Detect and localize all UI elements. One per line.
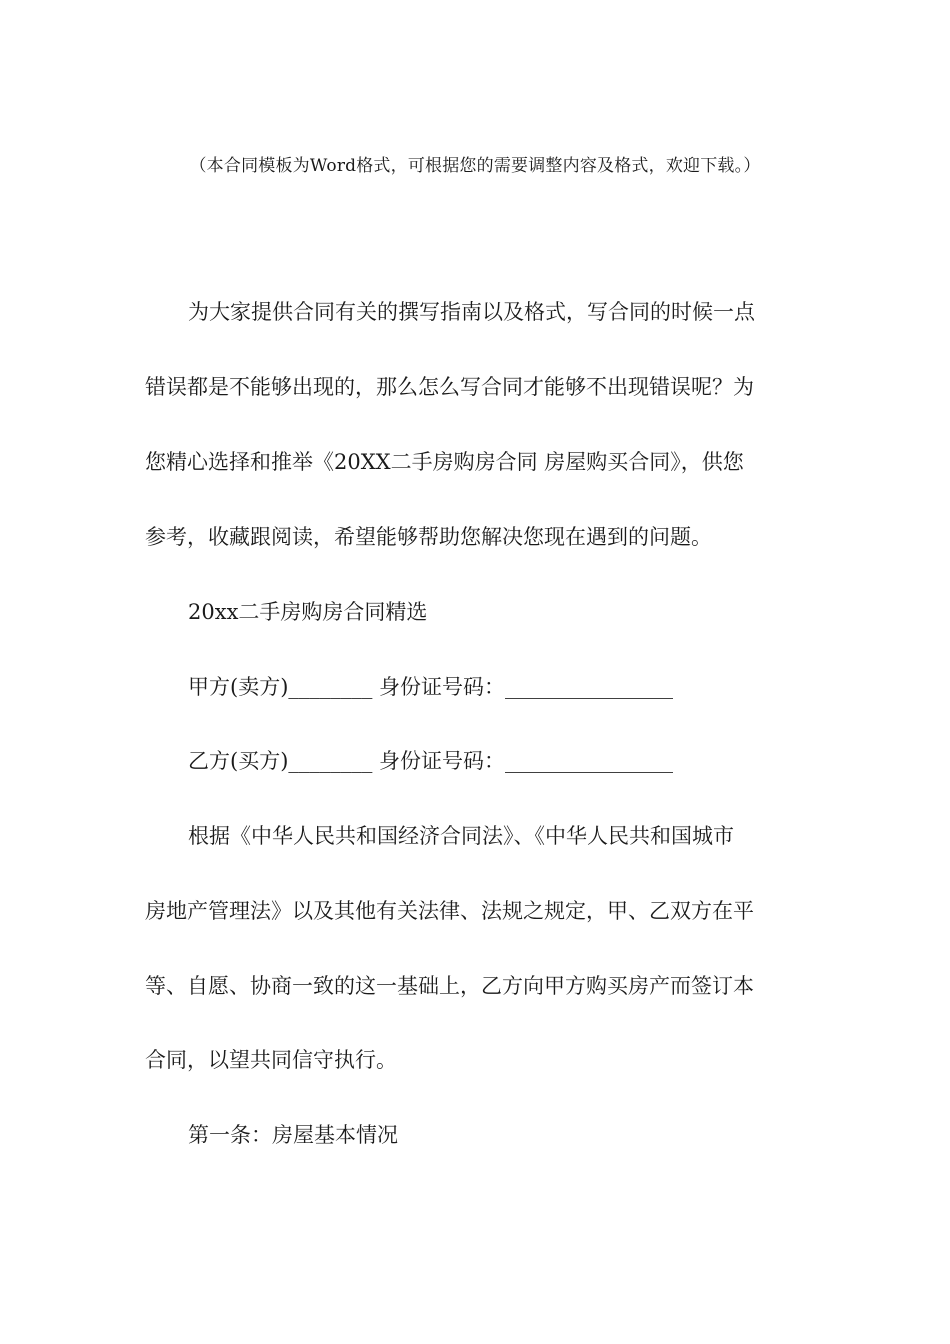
preamble-line-4: 合同，以望共同信守执行。	[145, 1048, 397, 1072]
intro-line-2: 错误都是不能够出现的，那么怎么写合同才能够不出现错误呢？为	[145, 375, 754, 399]
party-b-line: 乙方(买方)________ 身份证号码：________________	[188, 749, 674, 773]
contract-title: 20xx二手房购房合同精选	[188, 600, 428, 624]
template-note: （本合同模板为Word格式，可根据您的需要调整内容及格式，欢迎下载。）	[189, 156, 761, 176]
party-a-line: 甲方(卖方)________ 身份证号码：________________	[188, 675, 674, 699]
article-1-heading: 第一条：房屋基本情况	[188, 1123, 398, 1147]
preamble-line-2: 房地产管理法》以及其他有关法律、法规之规定，甲、乙双方在平	[145, 899, 754, 923]
preamble-line-1: 根据《中华人民共和国经济合同法》、《中华人民共和国城市	[188, 824, 734, 848]
preamble-line-3: 等、自愿、协商一致的这一基础上，乙方向甲方购买房产而签订本	[145, 974, 754, 998]
intro-line-3: 您精心选择和推举《20XX二手房购房合同 房屋购买合同》，供您	[145, 450, 744, 474]
intro-line-1: 为大家提供合同有关的撰写指南以及格式，写合同的时候一点	[188, 300, 755, 324]
intro-line-4: 参考，收藏跟阅读，希望能够帮助您解决您现在遇到的问题。	[145, 525, 712, 549]
